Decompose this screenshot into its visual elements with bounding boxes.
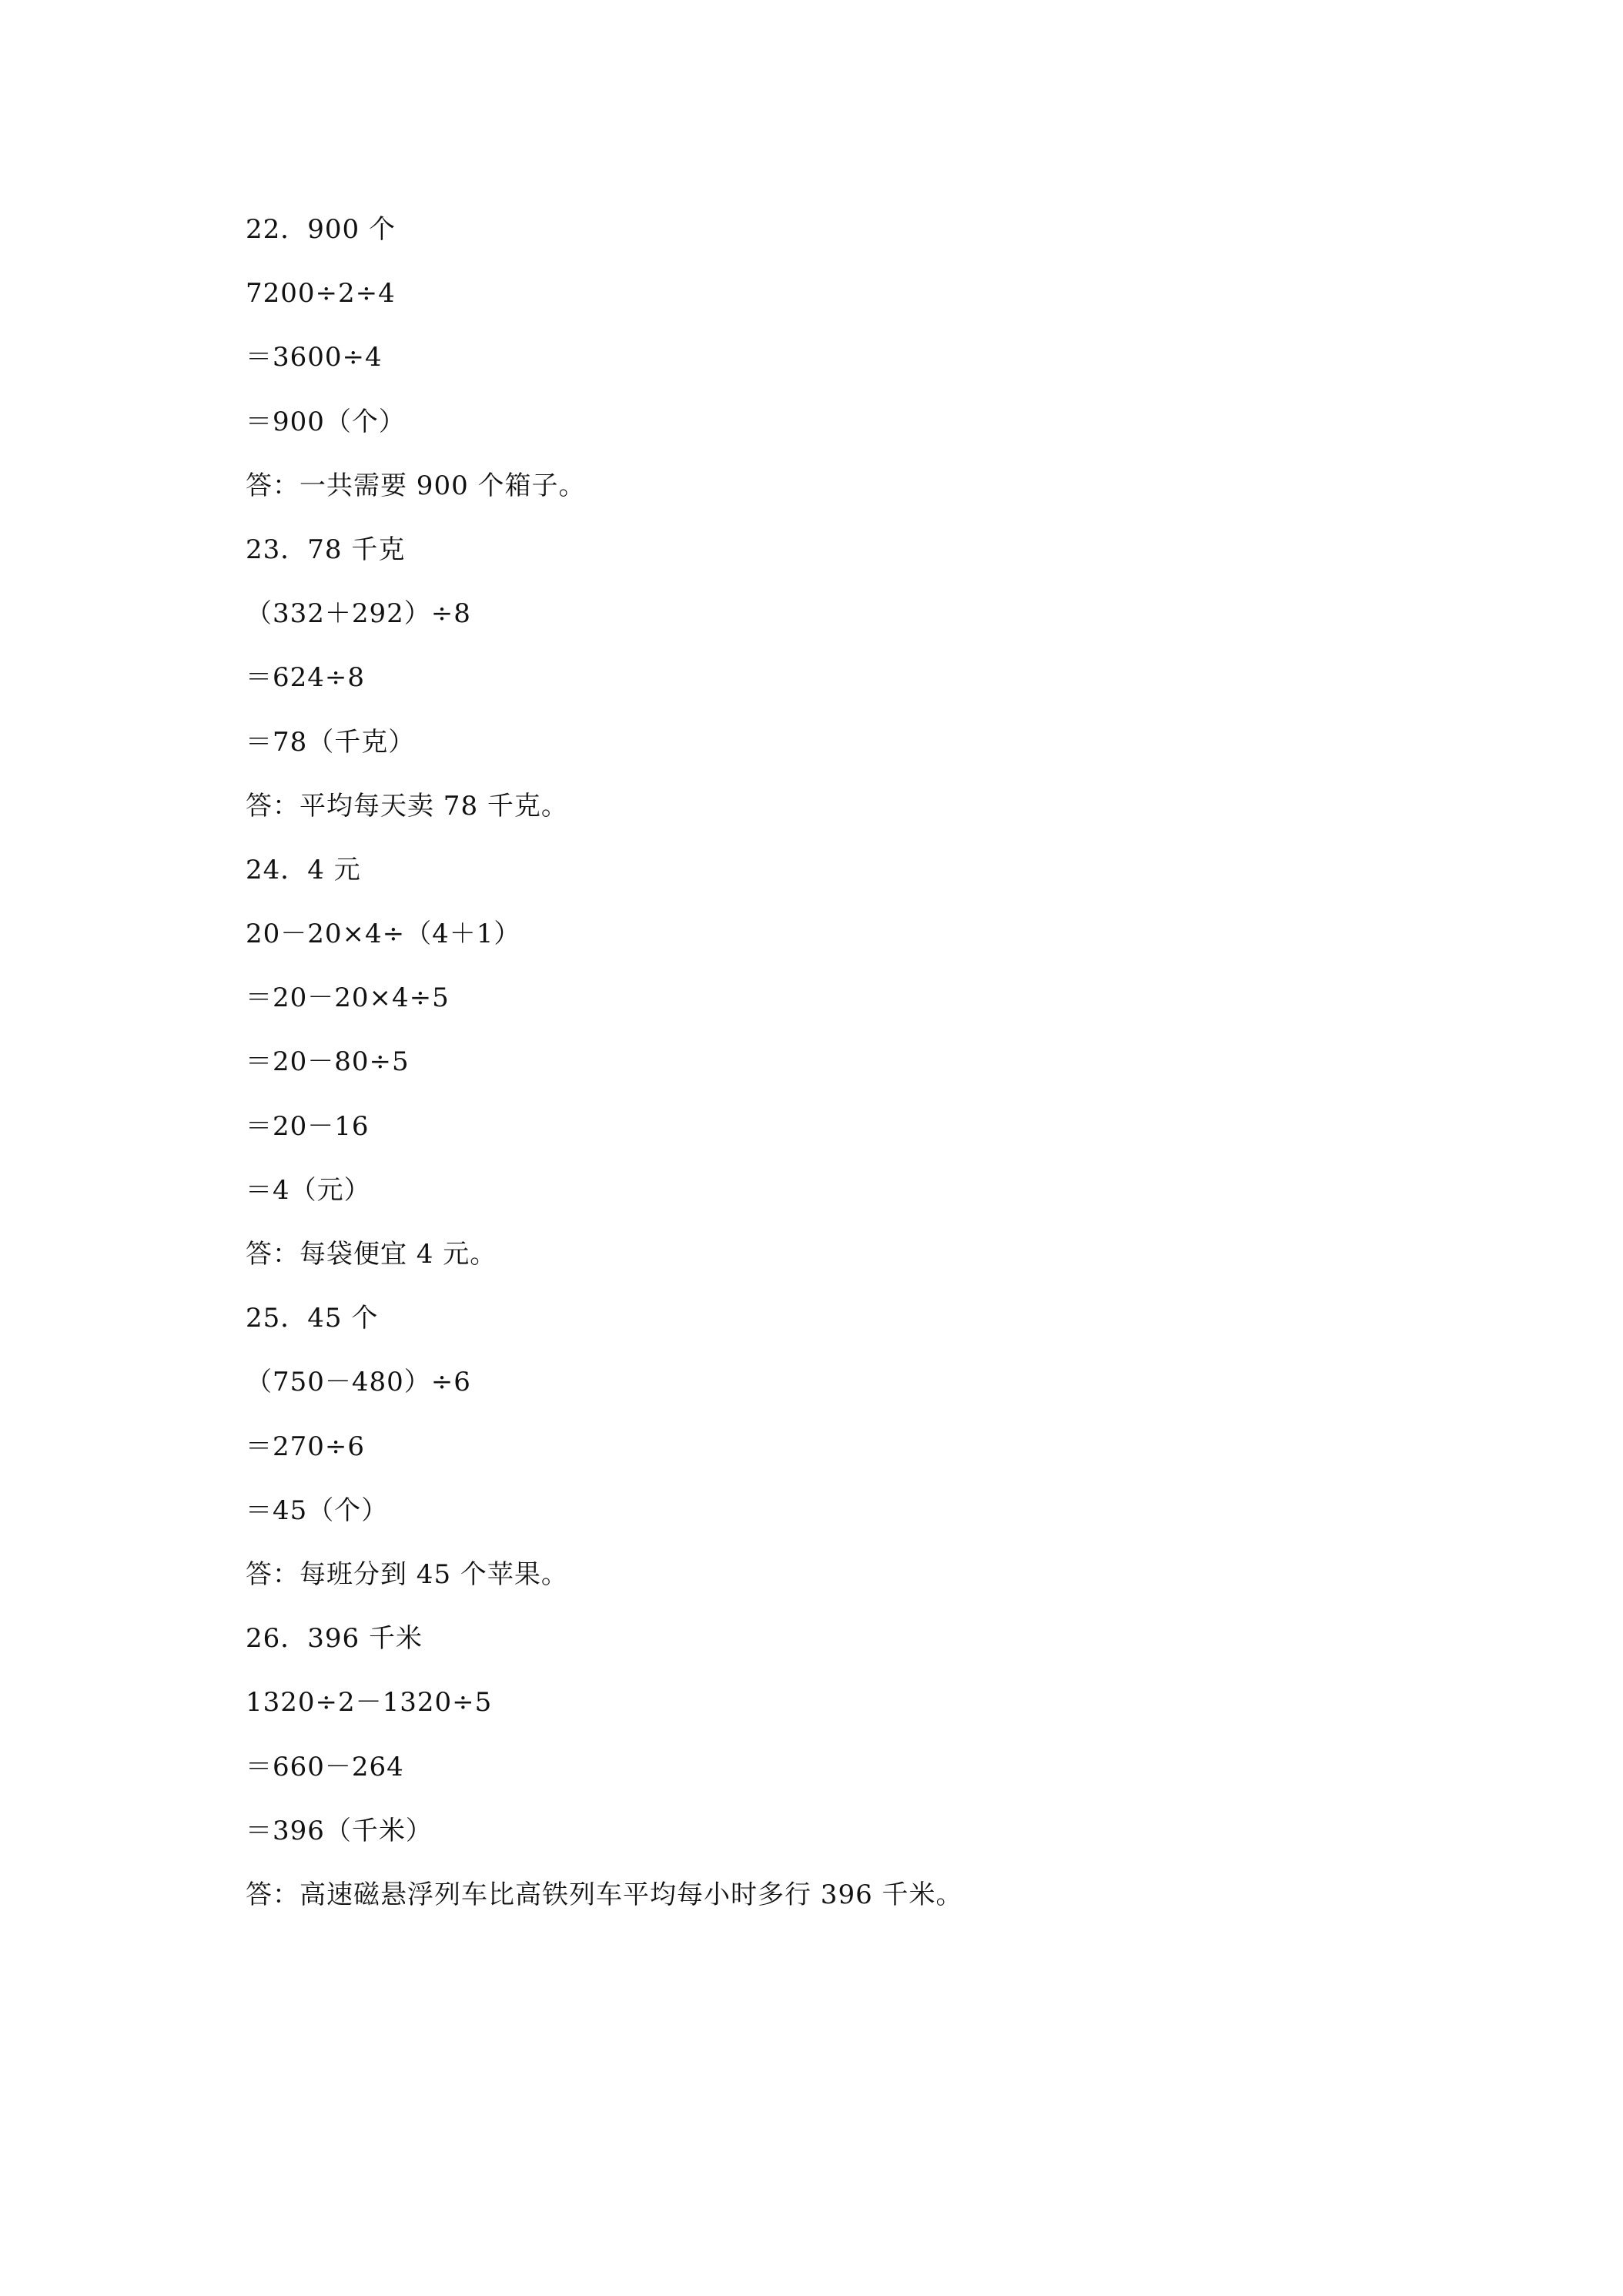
calculation-step: ＝396（千米） [246, 1815, 433, 1846]
calculation-step: ＝270÷6 [246, 1431, 366, 1462]
calculation-step: ＝900（个） [246, 406, 406, 437]
answer-sentence: 答：每袋便宜 4 元。 [246, 1239, 497, 1270]
answer-sentence: 答：每班分到 45 个苹果。 [246, 1558, 568, 1590]
problem-header: 26．396 千米 [246, 1623, 423, 1655]
calculation-step: 7200÷2÷4 [246, 278, 396, 310]
answer-sentence: 答：高速磁悬浮列车比高铁列车平均每小时多行 396 千米。 [246, 1879, 963, 1910]
problem-header: 25．45 个 [246, 1303, 379, 1334]
calculation-step: ＝78（千克） [246, 726, 416, 758]
calculation-step: （750－480）÷6 [246, 1367, 471, 1398]
calculation-step: 20－20×4÷（4＋1） [246, 919, 521, 950]
problem-header: 23．78 千克 [246, 534, 406, 565]
calculation-step: ＝3600÷4 [246, 342, 383, 373]
calculation-step: ＝20－16 [246, 1110, 370, 1142]
calculation-step: ＝45（个） [246, 1494, 389, 1526]
calculation-step: 1320÷2－1320÷5 [246, 1687, 493, 1719]
calculation-step: ＝624÷8 [246, 662, 366, 694]
calculation-step: ＝660－264 [246, 1751, 404, 1782]
calculation-step: ＝20－20×4÷5 [246, 982, 450, 1014]
problem-header: 22．900 个 [246, 214, 396, 245]
answer-sentence: 答：平均每天卖 78 千克。 [246, 790, 568, 822]
calculation-step: ＝4（元） [246, 1174, 371, 1206]
calculation-step: （332＋292）÷8 [246, 598, 471, 630]
answer-sentence: 答：一共需要 900 个箱子。 [246, 470, 586, 501]
problem-header: 24．4 元 [246, 854, 361, 885]
calculation-step: ＝20－80÷5 [246, 1046, 410, 1078]
answer-page [246, 208, 1400, 1937]
